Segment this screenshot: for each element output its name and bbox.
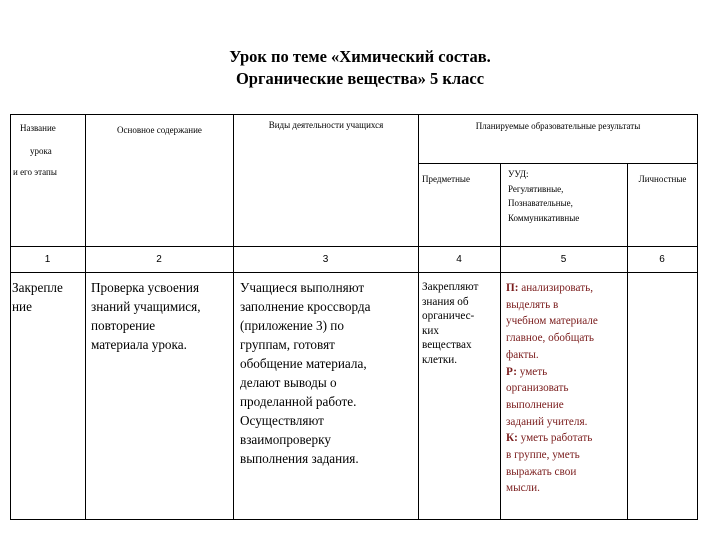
page-title — [0, 46, 720, 90]
uud-item — [506, 297, 626, 314]
col-number-5: 5 — [560, 254, 567, 265]
content-line-4: материала урока. — [91, 337, 187, 352]
uud-label: Р: — [506, 365, 517, 378]
uud-text: заданий учителя. — [506, 415, 588, 428]
uud-item — [506, 347, 626, 364]
activity-line-5: обобщение материала, — [240, 356, 367, 371]
activity-line-9: взаимопроверку — [240, 432, 331, 447]
table-bottom-border — [10, 519, 698, 520]
uud-item — [506, 447, 626, 464]
activity-line-1: Учащиеся выполняют — [240, 280, 365, 295]
uud-item — [506, 464, 626, 481]
col-number-1: 1 — [44, 254, 51, 265]
uud-item — [506, 397, 626, 414]
uud-item — [506, 414, 626, 431]
uud-text: главное, обобщать — [506, 332, 594, 345]
uud-line-1: УУД: — [508, 169, 529, 179]
stage-cell — [12, 278, 84, 316]
col-divider-1 — [85, 114, 86, 519]
subject-line-2: знания об — [422, 295, 469, 308]
uud-item — [506, 313, 626, 330]
uud-cell — [506, 280, 626, 497]
activity-line-2: заполнение кроссворда — [240, 299, 371, 314]
uud-label: П: — [506, 282, 519, 294]
uud-text: выделять в — [506, 298, 559, 311]
title-line-2: Органические вещества» 5 класс — [235, 69, 485, 88]
title-line-1: Урок по теме «Химический состав. — [229, 47, 491, 66]
subject-line-5: веществах — [422, 339, 472, 352]
header-personal-results: Личностные — [638, 174, 687, 184]
uud-text: организовать — [506, 382, 569, 395]
activity-line-4: группам, готовят — [240, 337, 335, 352]
activity-line-10: выполнения задания. — [240, 451, 359, 466]
activity-line-8: Осуществляют — [240, 413, 324, 428]
uud-text: выполнение — [506, 398, 564, 411]
content-cell — [91, 278, 232, 354]
col-divider-2 — [233, 114, 234, 519]
table-top-border — [10, 114, 698, 115]
uud-item — [506, 480, 626, 497]
stage-line-1: Закрепле — [12, 280, 63, 295]
uud-line-2: Регулятивные, — [508, 183, 564, 194]
uud-text: факты. — [506, 348, 539, 361]
uud-line-3: Познавательные, — [508, 198, 573, 208]
header-lesson-name-line1: Название — [20, 123, 56, 133]
col-number-4: 4 — [456, 254, 462, 265]
uud-text: в группе, уметь — [506, 449, 580, 462]
uud-item — [506, 430, 626, 447]
subject-line-1: Закрепляют — [422, 281, 479, 293]
activity-line-6: делают выводы о — [240, 375, 337, 390]
col-divider-3 — [418, 114, 419, 519]
header-planned-results: Планируемые образовательные результаты — [475, 121, 641, 131]
col-divider-5 — [627, 163, 628, 519]
uud-text: уметь — [516, 365, 548, 378]
uud-item — [506, 330, 626, 347]
uud-text: учебном материале — [506, 315, 598, 328]
activity-cell — [240, 278, 417, 468]
header-lesson-name — [12, 122, 84, 135]
uud-item — [506, 280, 626, 297]
content-line-1: Проверка усвоения — [91, 280, 200, 295]
header-lesson-line3: и его этапы — [13, 167, 57, 177]
uud-line-4: Коммуникативные — [508, 212, 580, 223]
table-right-border — [697, 114, 698, 519]
header-bottom-border — [10, 246, 698, 247]
col-number-6: 6 — [659, 254, 665, 265]
uud-item — [506, 380, 626, 397]
col-divider-4 — [500, 163, 501, 519]
content-line-3: повторение — [91, 318, 156, 333]
numbers-bottom-border — [10, 272, 698, 273]
content-line-2: знаний учащимися, — [91, 299, 201, 314]
uud-label: К: — [506, 432, 518, 445]
header-uud — [508, 167, 626, 225]
header-lesson-line2: урока — [30, 146, 52, 156]
col-number-2: 2 — [156, 254, 162, 265]
subject-line-4: ких — [422, 324, 440, 337]
header-activities: Виды деятельности учащихся — [268, 120, 384, 130]
activity-line-3: (приложение 3) по — [240, 318, 344, 333]
table-left-border — [10, 114, 11, 519]
uud-text: уметь работать — [517, 432, 593, 445]
subject-cell — [422, 280, 499, 368]
activity-line-7: проделанной работе. — [240, 394, 357, 409]
results-divider — [418, 163, 698, 164]
uud-text: мысли. — [506, 482, 540, 495]
uud-text: выражать свои — [506, 465, 577, 478]
subject-line-6: клетки. — [422, 353, 458, 366]
subject-line-3: органичес- — [422, 310, 475, 323]
col-number-3: 3 — [322, 254, 329, 265]
uud-text: анализировать, — [518, 282, 594, 294]
header-main-content: Основное содержание — [117, 125, 202, 135]
stage-line-2: ние — [12, 299, 32, 314]
header-subject-results: Предметные — [422, 174, 470, 184]
uud-item — [506, 364, 626, 381]
